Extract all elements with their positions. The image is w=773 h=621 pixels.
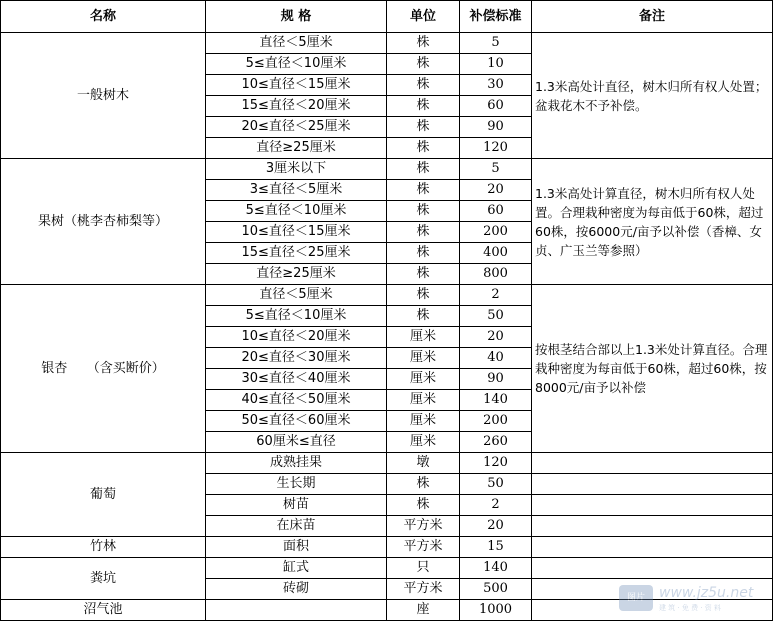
header-spec: 规 格 — [206, 1, 387, 33]
unit-cell: 株 — [387, 222, 460, 243]
spec-cell: 树苗 — [206, 495, 387, 516]
note-cell: 1.3米高处计算直径，树木归所有权人处置。合理栽种密度为每亩低于60株，超过60株，按6000元/亩予以补偿（香樟、女贞、广玉兰等参照） — [532, 159, 773, 285]
standard-cell: 40 — [460, 348, 532, 369]
unit-cell: 株 — [387, 495, 460, 516]
unit-cell: 厘米 — [387, 432, 460, 453]
note-cell: 按根茎结合部以上1.3米处计算直径。合理栽种密度为每亩低于60株，超过60株，按8000元/亩予以补偿 — [532, 285, 773, 453]
standard-cell: 140 — [460, 558, 532, 579]
standard-cell: 500 — [460, 579, 532, 600]
spec-cell: 3≤直径＜5厘米 — [206, 180, 387, 201]
unit-cell: 平方米 — [387, 516, 460, 537]
table-header-row — [1, 1, 773, 33]
unit-cell: 株 — [387, 285, 460, 306]
watermark-site: www.jz5u.net — [659, 585, 754, 601]
standard-cell: 800 — [460, 264, 532, 285]
unit-cell: 株 — [387, 96, 460, 117]
standard-cell: 400 — [460, 243, 532, 264]
spec-cell: 直径≥25厘米 — [206, 138, 387, 159]
note-cell — [532, 474, 773, 495]
watermark-caption: 建 筑 · 免 费 · 资 料 — [659, 604, 722, 612]
standard-cell: 2 — [460, 285, 532, 306]
unit-cell: 厘米 — [387, 390, 460, 411]
spec-cell: 20≤直径＜30厘米 — [206, 348, 387, 369]
standard-cell: 50 — [460, 474, 532, 495]
unit-cell: 株 — [387, 159, 460, 180]
unit-cell: 厘米 — [387, 369, 460, 390]
standard-cell: 120 — [460, 453, 532, 474]
standard-cell: 140 — [460, 390, 532, 411]
category-name: 果树（桃李杏柿梨等） — [1, 159, 206, 285]
spec-cell: 成熟挂果 — [206, 453, 387, 474]
standard-cell: 20 — [460, 327, 532, 348]
standard-cell: 200 — [460, 222, 532, 243]
unit-cell: 座 — [387, 600, 460, 621]
unit-cell: 平方米 — [387, 579, 460, 600]
table-row — [1, 537, 773, 558]
header-name: 名称 — [1, 1, 206, 33]
unit-cell: 厘米 — [387, 411, 460, 432]
standard-cell: 60 — [460, 96, 532, 117]
standard-cell: 90 — [460, 117, 532, 138]
spec-cell: 10≤直径＜15厘米 — [206, 222, 387, 243]
spec-cell: 15≤直径＜20厘米 — [206, 96, 387, 117]
spec-cell: 直径≥25厘米 — [206, 264, 387, 285]
watermark-logo — [619, 579, 769, 617]
unit-cell: 厘米 — [387, 327, 460, 348]
table-row — [1, 453, 773, 474]
unit-cell: 厘米 — [387, 348, 460, 369]
spec-cell: 在床苗 — [206, 516, 387, 537]
spec-cell: 缸式 — [206, 558, 387, 579]
table-row — [1, 558, 773, 579]
unit-cell: 株 — [387, 201, 460, 222]
unit-cell: 株 — [387, 474, 460, 495]
header-note: 备注 — [532, 1, 773, 33]
spec-cell: 10≤直径＜15厘米 — [206, 75, 387, 96]
spec-cell: 生长期 — [206, 474, 387, 495]
standard-cell: 20 — [460, 516, 532, 537]
unit-cell: 株 — [387, 306, 460, 327]
unit-cell: 株 — [387, 264, 460, 285]
standard-cell: 20 — [460, 180, 532, 201]
standard-cell: 60 — [460, 201, 532, 222]
spec-cell: 5≤直径＜10厘米 — [206, 201, 387, 222]
standard-cell: 260 — [460, 432, 532, 453]
category-name: 竹林 — [1, 537, 206, 558]
standard-cell: 1000 — [460, 600, 532, 621]
spec-cell: 60厘米≤直径 — [206, 432, 387, 453]
standard-cell: 5 — [460, 159, 532, 180]
spec-cell: 5≤直径＜10厘米 — [206, 54, 387, 75]
note-cell: 1.3米高处计直径，树木归所有权人处置；盆栽花木不予补偿。 — [532, 33, 773, 159]
standard-cell: 10 — [460, 54, 532, 75]
category-name: 沼气池 — [1, 600, 206, 621]
standard-cell: 5 — [460, 33, 532, 54]
unit-cell: 株 — [387, 33, 460, 54]
spec-cell: 直径＜5厘米 — [206, 285, 387, 306]
unit-cell: 株 — [387, 138, 460, 159]
table-row — [1, 159, 773, 180]
spec-cell: 30≤直径＜40厘米 — [206, 369, 387, 390]
category-name: 一般树木 — [1, 33, 206, 159]
spec-cell: 15≤直径＜25厘米 — [206, 243, 387, 264]
unit-cell: 株 — [387, 180, 460, 201]
spec-cell: 40≤直径＜50厘米 — [206, 390, 387, 411]
standard-cell: 120 — [460, 138, 532, 159]
standard-cell: 200 — [460, 411, 532, 432]
standard-cell: 90 — [460, 369, 532, 390]
note-cell — [532, 537, 773, 558]
unit-cell: 株 — [387, 75, 460, 96]
spec-cell: 5≤直径＜10厘米 — [206, 306, 387, 327]
unit-cell: 株 — [387, 54, 460, 75]
spec-cell: 面积 — [206, 537, 387, 558]
unit-cell: 平方米 — [387, 537, 460, 558]
unit-cell: 只 — [387, 558, 460, 579]
category-name: 银杏 （含买断价） — [1, 285, 206, 453]
unit-cell: 株 — [387, 117, 460, 138]
spec-cell: 10≤直径＜20厘米 — [206, 327, 387, 348]
spec-cell: 50≤直径＜60厘米 — [206, 411, 387, 432]
standard-cell: 30 — [460, 75, 532, 96]
table-body — [1, 33, 773, 621]
note-cell — [532, 516, 773, 537]
spec-cell: 砖砌 — [206, 579, 387, 600]
spec-cell: 20≤直径＜25厘米 — [206, 117, 387, 138]
standard-cell: 15 — [460, 537, 532, 558]
category-name: 葡萄 — [1, 453, 206, 537]
note-cell — [532, 558, 773, 579]
category-name: 粪坑 — [1, 558, 206, 600]
standard-cell: 2 — [460, 495, 532, 516]
watermark-badge: 图片 — [619, 585, 653, 611]
table-row — [1, 285, 773, 306]
spec-cell: 3厘米以下 — [206, 159, 387, 180]
note-cell — [532, 495, 773, 516]
header-unit: 单位 — [387, 1, 460, 33]
spec-cell: 直径＜5厘米 — [206, 33, 387, 54]
spec-cell — [206, 600, 387, 621]
unit-cell: 墩 — [387, 453, 460, 474]
table-row — [1, 33, 773, 54]
standard-cell: 50 — [460, 306, 532, 327]
header-standard: 补偿标准 — [460, 1, 532, 33]
unit-cell: 株 — [387, 243, 460, 264]
note-cell — [532, 453, 773, 474]
